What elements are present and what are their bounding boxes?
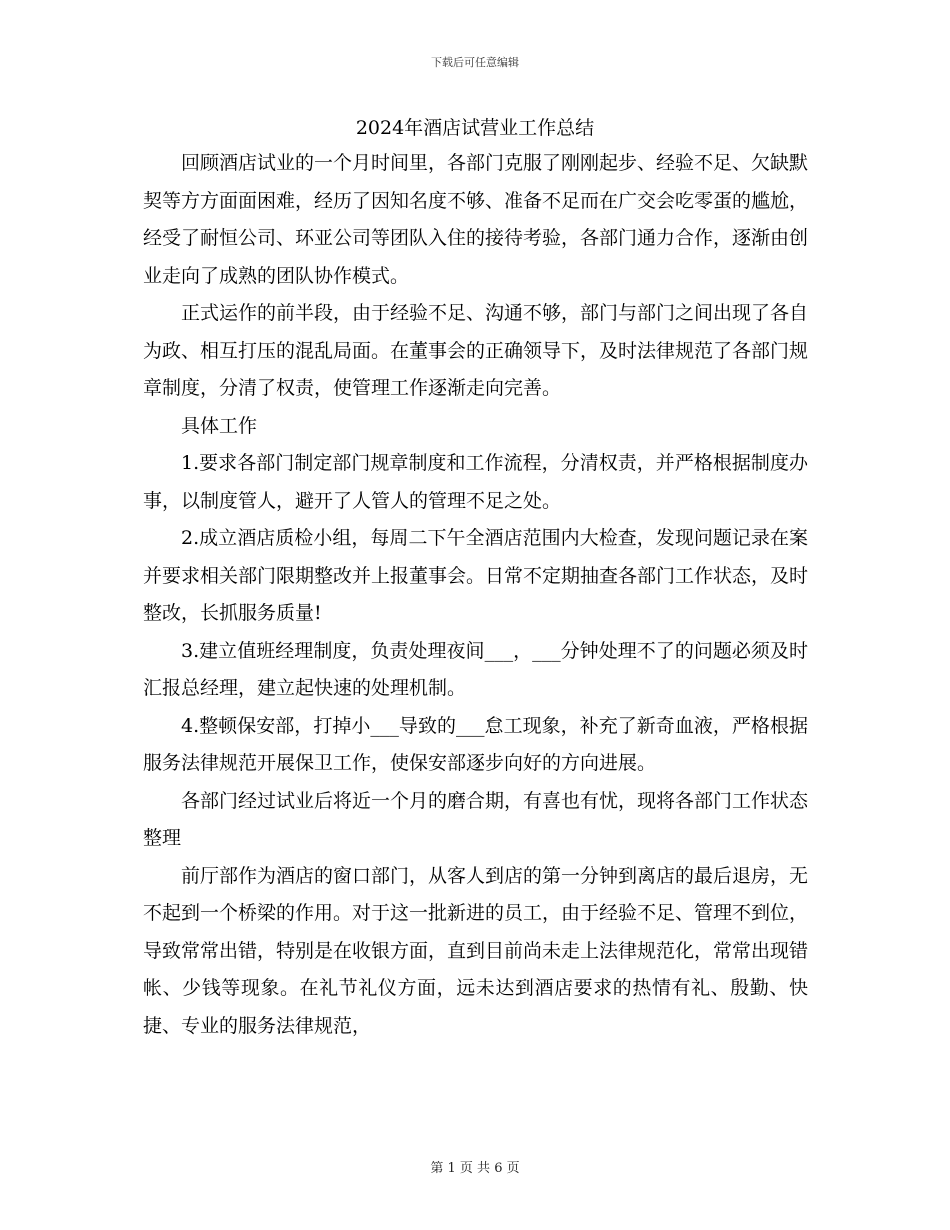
paragraph-front-office: 前厅部作为酒店的窗口部门，从客人到店的第一分钟到离店的最后退房，无不起到一个桥梁的作用。对于这一批新进的员工，由于经验不足、管理不到位，导致常常出错，特别是在收银方面，直到目前尚未走上法律规范化，常常出现错帐、少钱等现象。在礼节礼仪方面，远未达到酒店要求的热情有礼、殷勤、快捷、专业的服务法律规范， bbox=[143, 864, 809, 1037]
section-heading-specific-work: 具体工作 bbox=[181, 414, 258, 437]
paragraph-department-review: 各部门经过试业后将近一个月的磨合期，有喜也有忧，现将各部门工作状态整理 bbox=[143, 789, 809, 849]
page-footer: 第 1 页 共 6 页 bbox=[430, 1161, 520, 1176]
list-item-1: 1.要求各部门制定部门规章制度和工作流程，分清权责，并严格根据制度办事，以制度管人，避开了人管人的管理不足之处。 bbox=[143, 452, 808, 512]
header-note: 下载后可任意编辑 bbox=[431, 56, 519, 69]
list-item-4: 4.整顿保安部，打掉小___导致的___怠工现象，补充了新奇血液，严格根据服务法律规范开展保卫工作，使保安部逐步向好的方向进展。 bbox=[143, 714, 808, 774]
list-item-3: 3.建立值班经理制度，负责处理夜间___，___分钟处理不了的问题必须及时汇报总经理，建立起快速的处理机制。 bbox=[143, 639, 808, 699]
document-body bbox=[143, 145, 808, 1045]
document-title: 2024年酒店试营业工作总结 bbox=[355, 117, 595, 139]
paragraph-intro: 回顾酒店试业的一个月时间里，各部门克服了刚刚起步、经验不足、欠缺默契等方方面面困难，经历了因知名度不够、准备不足而在广交会吃零蛋的尴尬，经受了耐恒公司、环亚公司等团队入住的接待考验，各部门通力合作，逐渐由创业走向了成熟的团队协作模式。 bbox=[143, 152, 809, 287]
list-item-2: 2.成立酒店质检小组，每周二下午全酒店范围内大检查，发现问题记录在案并要求相关部门限期整改并上报董事会。日常不定期抽查各部门工作状态，及时整改，长抓服务质量! bbox=[143, 527, 809, 624]
paragraph-early-operation: 正式运作的前半段，由于经验不足、沟通不够，部门与部门之间出现了各自为政、相互打压的混乱局面。在董事会的正确领导下，及时法律规范了各部门规章制度，分清了权责，使管理工作逐渐走向完善。 bbox=[143, 302, 809, 399]
